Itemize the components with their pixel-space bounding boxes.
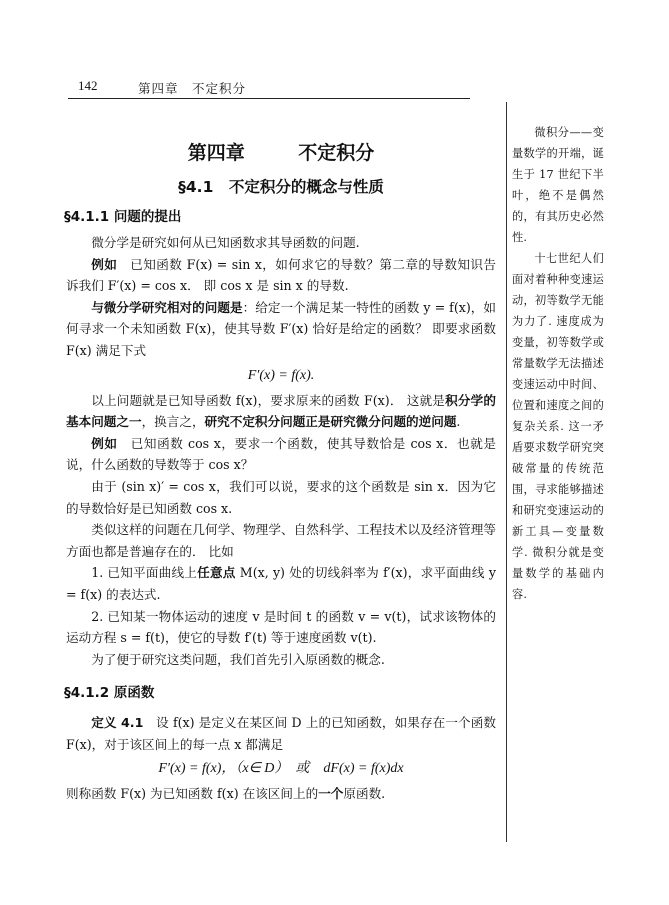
inverse-problem-text: ：给定一个满足某一特性的函数 y = f(x)，如何寻求一个未知函数 F(x)，使其导数 F′(x) 恰好是给定的函数？ 即要求函数 F(x) 满足下式 [66, 299, 496, 358]
inverse-problem-label: 与微分学研究相对的问题是 [91, 299, 243, 315]
example-2-text: 已知函数 cos x，要求一个函数，使其导数恰是 cos x．也就是说，什么函数的导数等于 cos x？ [66, 435, 497, 473]
paragraph-item-1 [66, 562, 496, 605]
one-emphasis: 一个 [318, 786, 344, 802]
basic-problem-text-a: 以上问题就是已知导函数 f(x)，要求原来的函数 F(x)． 这就是 [91, 392, 446, 408]
margin-divider [506, 102, 507, 842]
basic-problem-text-d: . [456, 414, 461, 430]
paragraph-example-1 [66, 254, 496, 297]
paragraph-basic-problem [66, 390, 496, 433]
subsection-title-1: §4.1.1 问题的提出 [64, 209, 182, 225]
paragraph-sin-derivative: 由于 (sin x)′ = cos x，我们可以说，要求的这个函数是 sin x．因为它的导数恰好是已知函数 cos x. [66, 478, 496, 516]
paragraph-transition: 为了便于研究这类问题，我们首先引入原函数的概念. [91, 651, 385, 667]
any-point-emphasis: 任意点 [197, 565, 236, 581]
equation-2: F′(x) = f(x)，（x∈ D） 或 dF(x) = f(x)dx [158, 761, 404, 777]
running-header [68, 76, 470, 99]
paragraph-example-2 [66, 433, 496, 476]
equation-1: F′(x) = f(x). [247, 367, 315, 383]
subsection-title-2: §4.1.2 原函数 [64, 685, 155, 702]
definition-text: 设 f(x) 是定义在某区间 D 上的已知函数，如果存在一个函数 F(x)，对于该区间上的每一点 x 都满足 [66, 715, 497, 752]
example-label-2: 例如 [91, 435, 118, 451]
margin-note [512, 122, 604, 605]
item-1-text-a: 1. 已知平面曲线上 [91, 565, 198, 581]
margin-note-paragraph-2: 十七世纪人们面对着种种变速运动，初等数学无能为力了. 速度成为变量，初等数学或常量数学无法描述变速运动中时间、位置和速度之间的复杂关系. 这一矛盾要求数学研究突破常量的传统范围，寻求能够描述和研究变速运动的新工具—变量数学. 微积分就是变量数学的基础内容. [512, 252, 604, 601]
basic-problem-text-c: ，换言之， [141, 414, 205, 430]
definition-label: 定义 4.1 [91, 715, 144, 731]
margin-note-paragraph-1: 微积分——变量数学的开端，诞生于 17 世纪下半叶，绝不是偶然的，有其历史必然性. [512, 126, 604, 244]
example-label: 例如 [91, 256, 118, 272]
running-chapter-label: 第四章 不定积分 [138, 81, 247, 96]
example-1-text: 已知函数 F(x) = sin x，如何求它的导数？第二章的导数知识告诉我们 F′(x) = cos x． 即 cos x 是 sin x 的导数. [66, 256, 497, 294]
item-1-text-c: M(x, y) 处的切线斜率为 f′(x)，求平面曲线 y = f(x) 的表达式. [66, 565, 496, 602]
conclusion-text-c: 原函数. [343, 786, 386, 802]
paragraph-definition-conclusion [66, 783, 496, 805]
basic-problem-emphasis: 积分学的基本问题之一 [66, 392, 497, 430]
definition-4-1 [66, 712, 496, 755]
inverse-problem-emphasis: 研究不定积分问题正是研究微分问题的逆问题 [204, 414, 457, 430]
paragraph-applications: 类似这样的问题在几何学、物理学、自然科学、工程技术以及经济管理等方面也都是普遍存在的． 比如 [66, 522, 496, 559]
conclusion-text-a: 则称函数 F(x) 为已知函数 f(x) 在该区间上的 [66, 786, 319, 802]
main-column [66, 138, 496, 805]
paragraph-item-2: 2. 已知某一物体运动的速度 v 是时间 t 的函数 v = v(t)，试求该物体的运动方程 s = f(t)，使它的导数 f′(t) 等于速度函数 v(t). [66, 608, 496, 646]
chapter-title: 第四章 不定积分 [187, 142, 375, 164]
section-title: §4.1 不定积分的概念与性质 [178, 178, 384, 196]
page-number: 142 [78, 78, 98, 93]
paragraph-inverse-problem [66, 297, 496, 362]
paragraph-intro: 微分学是研究如何从已知函数求其导函数的问题. [91, 235, 360, 250]
